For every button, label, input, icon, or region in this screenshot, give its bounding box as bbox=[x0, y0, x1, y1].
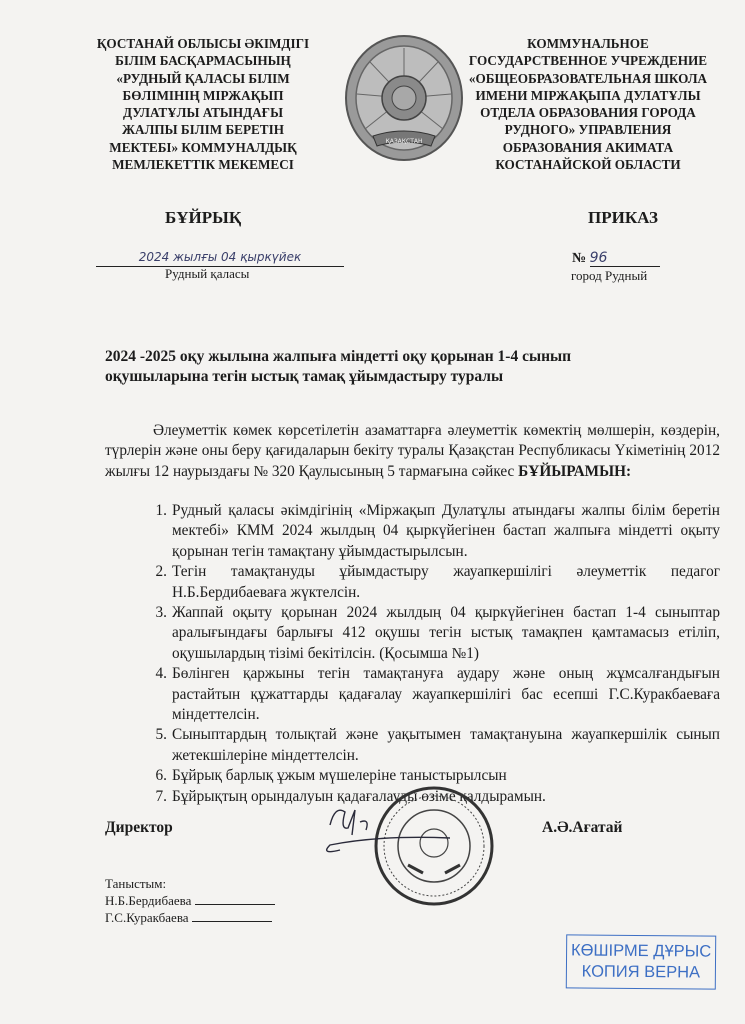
signature-position: Директор bbox=[105, 819, 173, 836]
header-russian bbox=[468, 35, 708, 173]
header-kz-line: ДУЛАТҰЛЫ АТЫНДАҒЫ bbox=[122, 105, 284, 121]
item-text: Бұйрық барлық ұжым мүшелеріне таныстырылсын bbox=[172, 767, 507, 785]
header-ru-line: РУДНОГО» УПРАВЛЕНИЯ bbox=[504, 122, 672, 138]
acquainted-block bbox=[105, 875, 275, 926]
preamble-bold: БҰЙЫРАМЫН: bbox=[518, 462, 632, 480]
item-text: Рудный қаласы әкімдігінің «Міржақып Дулатұлы атындағы жалпы білім беретін мектебі» КММ 2024 жылдың 04 қыркүйегінен бастап жалпыға міндетті оқыту қорынан тегін тамақтану ұйымдастырылсын. bbox=[172, 502, 720, 560]
header-ru-line: «ОБЩЕОБРАЗОВАТЕЛЬНАЯ ШКОЛА bbox=[468, 70, 708, 86]
acquainted-person bbox=[105, 892, 275, 909]
item-number: 7. bbox=[155, 787, 167, 805]
header-ru-line: ОБРАЗОВАНИЯ АКИМАТА bbox=[502, 139, 674, 155]
order-number-value: 96 bbox=[590, 250, 660, 267]
order-subject bbox=[105, 347, 705, 387]
order-items bbox=[130, 501, 720, 807]
stamp-line: КОПИЯ ВЕРНА bbox=[581, 962, 701, 982]
preamble-text: Әлеуметтік көмек көрсетілетін азаматтарға әлеуметтік көмектің мөлшерін, көздерін, түрлерін және оны беру қағидаларын бекіту туралы Қазақстан Республикасы Үкіметінің 2012 жылғы 12 наурыздағы № 320 Қаулысының 5 тармағына сәйкес bbox=[105, 422, 720, 480]
header-kz-line: ЖАЛПЫ БІЛІМ БЕРЕТІН bbox=[122, 122, 284, 138]
subject-line: оқушыларына тегін ыстық тамақ ұйымдастыру туралы bbox=[105, 368, 504, 385]
preamble bbox=[105, 421, 720, 482]
order-city-ru: город Рудный bbox=[571, 268, 648, 283]
item-number: 6. bbox=[155, 767, 167, 785]
emblem-text: ҚАЗАҚСТАН bbox=[385, 138, 423, 145]
order-number-label: № bbox=[572, 251, 587, 266]
person-name: Н.Б.Бердибаева bbox=[105, 893, 192, 908]
header-ru-line: КОММУНАЛЬНОЕ bbox=[527, 36, 649, 51]
item-number: 4. bbox=[155, 665, 167, 683]
header-kazakh bbox=[88, 35, 318, 173]
state-emblem-icon bbox=[343, 34, 465, 162]
person-name: Г.С.Куракбаева bbox=[105, 910, 189, 925]
header-ru-line: ИМЕНИ МІРЖАҚЫПА ДУЛАТҰЛЫ bbox=[475, 87, 701, 103]
item-number: 5. bbox=[155, 726, 167, 744]
signature-name: А.Ә.Ағатай bbox=[542, 819, 623, 836]
acquainted-label: Таныстым: bbox=[105, 876, 167, 891]
list-item bbox=[130, 501, 720, 562]
list-item bbox=[130, 562, 720, 603]
list-item bbox=[130, 766, 720, 786]
item-number: 1. bbox=[155, 502, 167, 519]
copy-verified-stamp bbox=[566, 934, 716, 989]
order-number bbox=[572, 250, 660, 267]
signature-line bbox=[192, 909, 272, 922]
list-item bbox=[130, 664, 720, 725]
signature-line bbox=[195, 892, 275, 905]
header-kz-line: БӨЛІМІНІҢ МІРЖАҚЫП bbox=[122, 87, 284, 103]
header-ru-line: ОТДЕЛА ОБРАЗОВАНИЯ ГОРОДА bbox=[480, 105, 696, 121]
item-text: Бұйрықтың орындалуын қадағалауды өзіме қалдырамын. bbox=[172, 787, 546, 805]
item-text: Бөлінген қаржыны тегін тамақтануға аудару және оның жұмсалғандығын растайтын құжаттарды қадағалау жауапкершілігі бас есепші Г.С.Куракбаеваға міндеттелсін. bbox=[172, 665, 720, 724]
list-item bbox=[130, 725, 720, 766]
header-ru-line: КОСТАНАЙСКОЙ ОБЛАСТИ bbox=[495, 157, 681, 173]
item-number: 2. bbox=[155, 563, 167, 581]
header-kz-line: ҚОСТАНАЙ ОБЛЫСЫ ӘКІМДІГІ bbox=[96, 36, 310, 51]
header-kz-line: БІЛІМ БАСҚАРМАСЫНЫҢ bbox=[115, 53, 291, 69]
item-text: Тегін тамақтануды ұйымдастыру жауапкершілігі әлеуметтік педагог Н.Б.Бердибаеваға жүктелсін. bbox=[172, 563, 720, 601]
stamp-line: КӨШІРМЕ ДҰРЫС bbox=[570, 941, 712, 961]
order-date: 2024 жылғы 04 қыркүйек bbox=[96, 250, 344, 267]
item-text: Жаппай оқыту қорынан 2024 жылдың 04 қыркүйегінен бастап 1-4 сыныптар аралығындағы барлығы 412 оқушы тегін ыстық тамақпен қамтамасыз етіліп, оқушылардың тізімі бекітілсін. (Қосымша №1) bbox=[172, 604, 720, 662]
item-number: 3. bbox=[155, 604, 167, 622]
order-title-kz: БҰЙРЫҚ bbox=[165, 208, 242, 227]
header-ru-line: ГОСУДАРСТВЕННОЕ УЧРЕЖДЕНИЕ bbox=[468, 53, 708, 69]
header-kz-line: МЕКТЕБІ» КОММУНАЛДЫҚ bbox=[109, 139, 297, 155]
subject-line: 2024 -2025 оқу жылына жалпыға міндетті оқу қорынан 1-4 сынып bbox=[105, 348, 572, 365]
list-item bbox=[130, 603, 720, 664]
director-signature-icon bbox=[300, 800, 460, 865]
order-city-kz: Рудный қаласы bbox=[165, 266, 250, 281]
acquainted-person bbox=[105, 909, 275, 926]
header-kz-line: «РУДНЫЙ ҚАЛАСЫ БІЛІМ bbox=[116, 70, 290, 86]
header-kz-line: МЕМЛЕКЕТТІК МЕКЕМЕСІ bbox=[112, 157, 294, 173]
item-text: Сыныптардың толықтай және уақытымен тамақтануына жауапкершілік сынып жетекшілеріне міндеттелсін. bbox=[172, 726, 720, 764]
order-title-ru: ПРИКАЗ bbox=[588, 208, 658, 227]
